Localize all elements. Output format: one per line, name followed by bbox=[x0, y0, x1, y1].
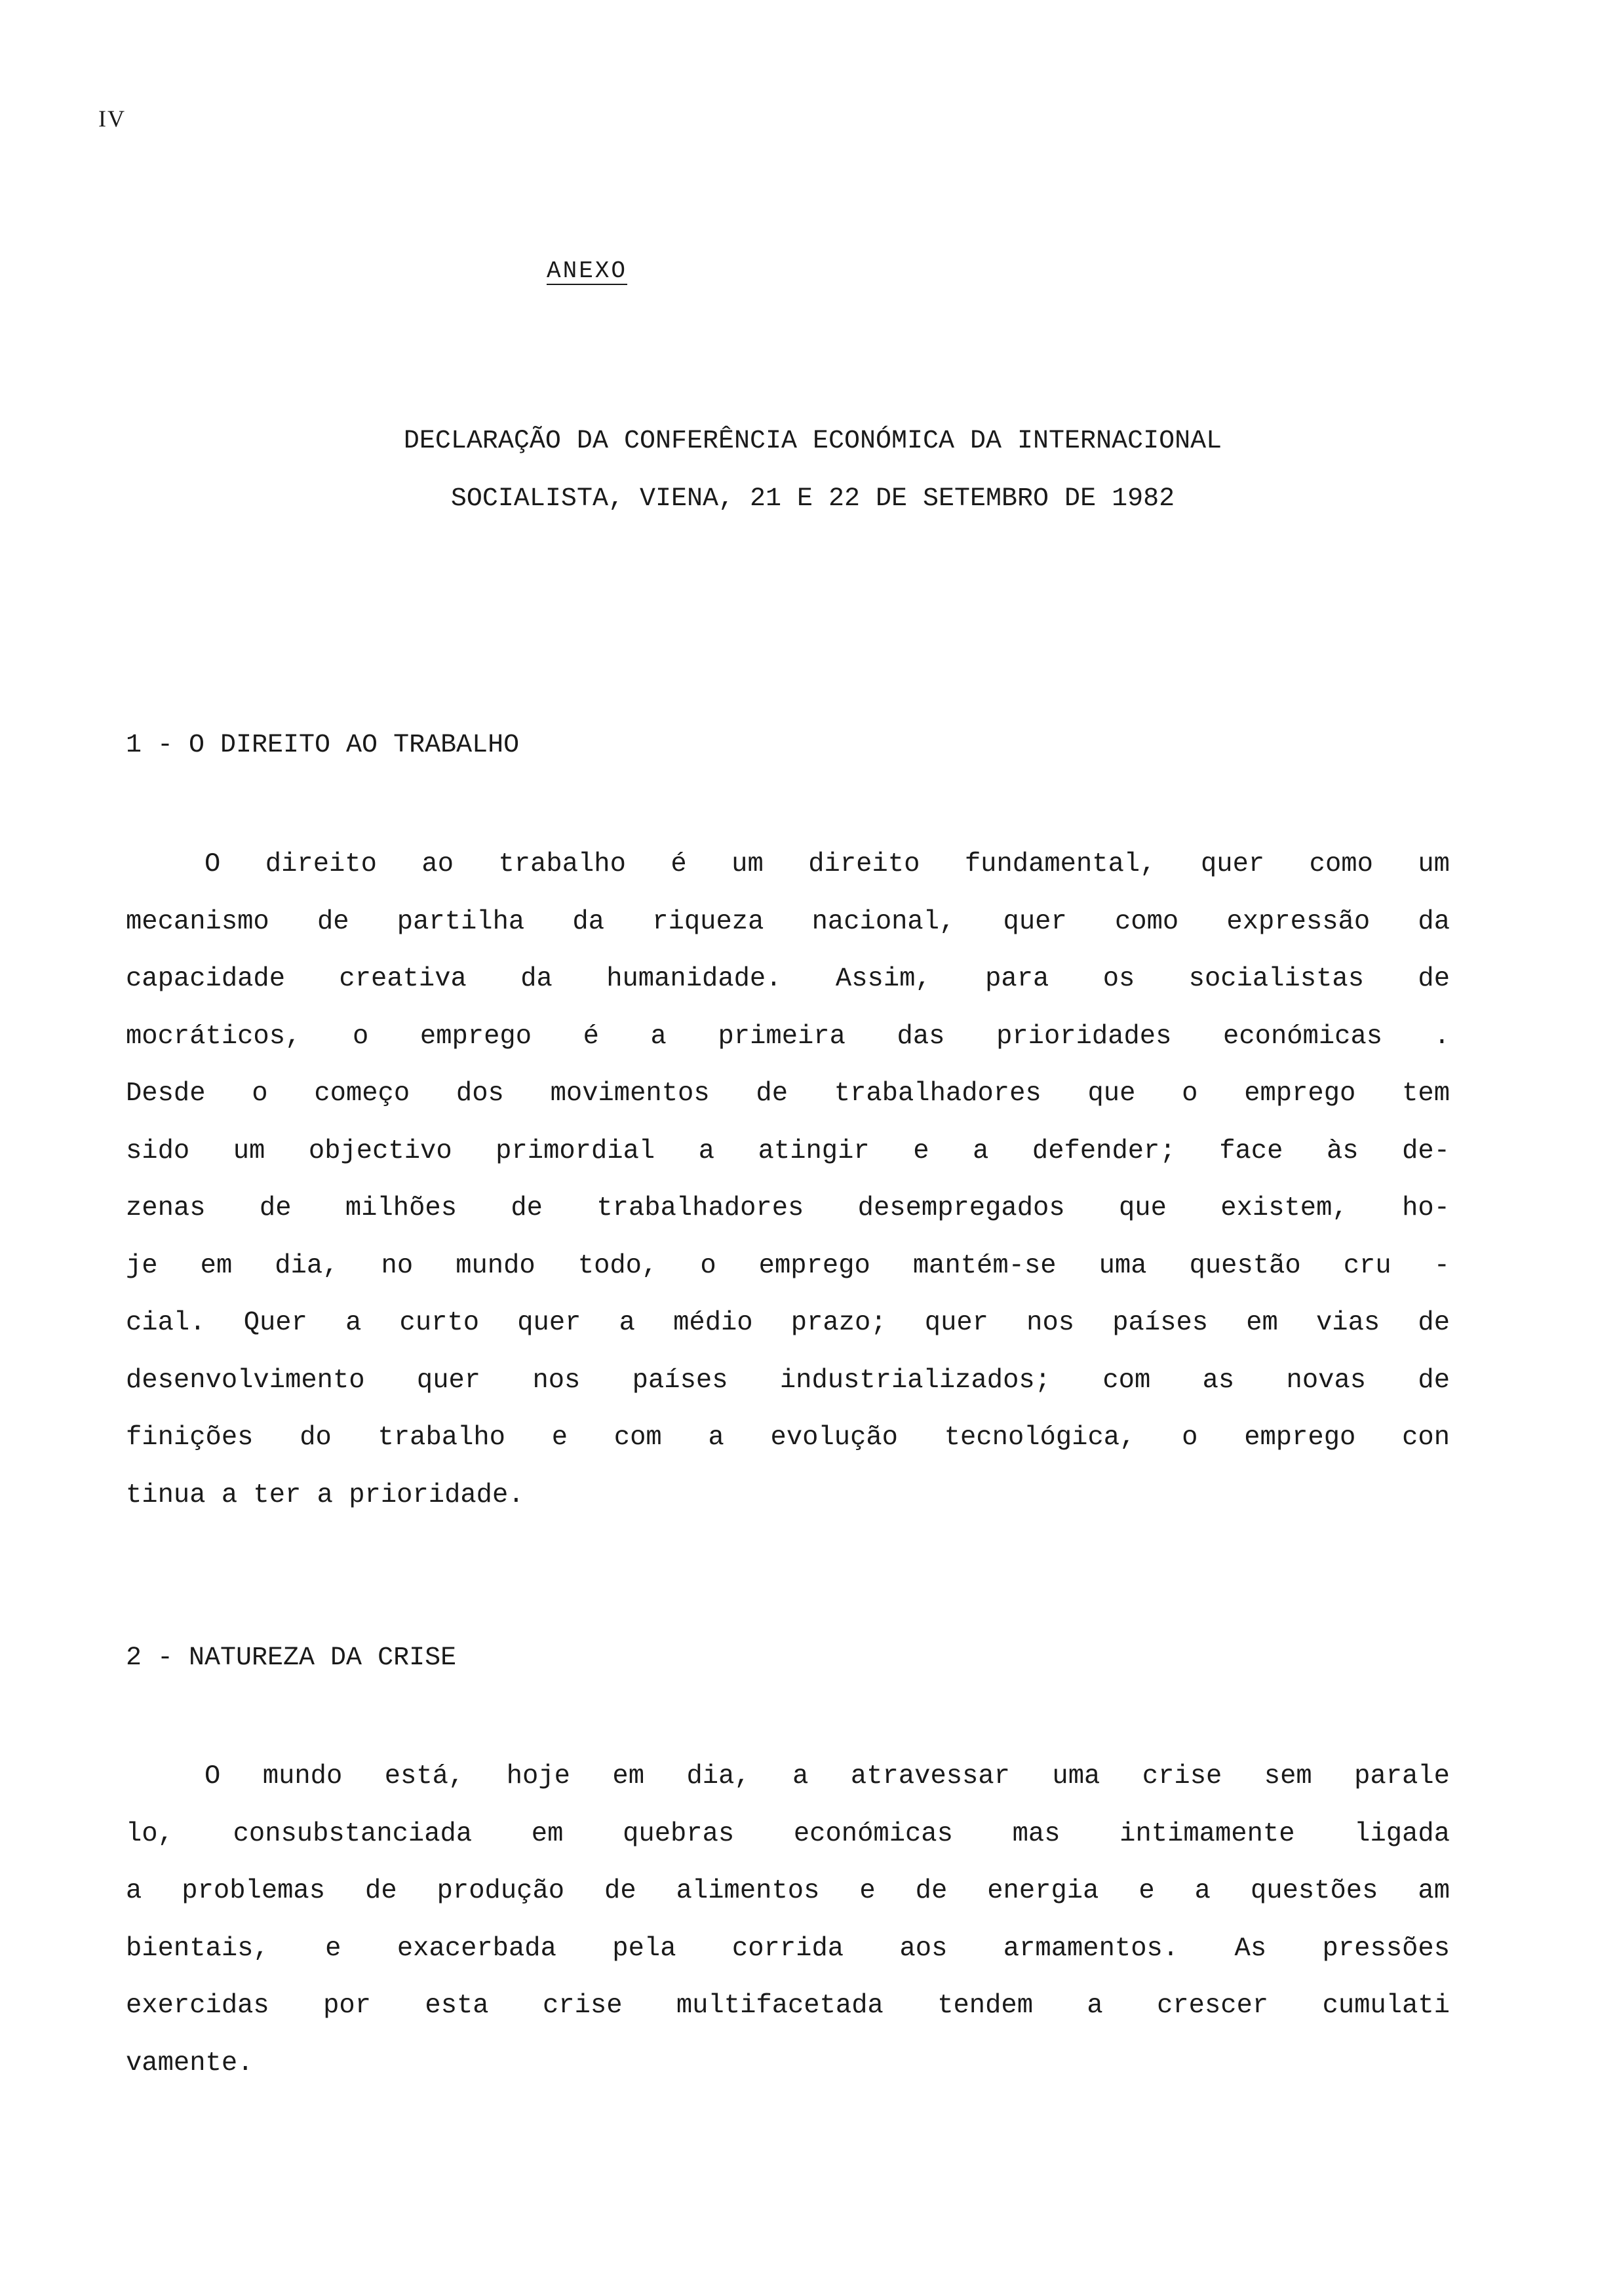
paragraph-line: mocráticos, o emprego é a primeira das prioridades económicas . bbox=[126, 1021, 1450, 1052]
declaration-title bbox=[236, 413, 1390, 528]
paragraph-line: desenvolvimento quer nos países industrializados; com as novas de bbox=[126, 1365, 1450, 1396]
page-number: IV bbox=[98, 105, 126, 132]
annex-title: ANEXO bbox=[547, 258, 628, 284]
section-paragraph-nature-of-crisis bbox=[126, 1748, 1450, 2092]
paragraph-line: Desde o começo dos movimentos de trabalhadores que o emprego tem bbox=[126, 1079, 1450, 1109]
declaration-title-line: DECLARAÇÃO DA CONFERÊNCIA ECONÓMICA DA INTERNACIONAL bbox=[403, 427, 1222, 456]
paragraph-line: capacidade creativa da humanidade. Assim, para os socialistas de bbox=[126, 964, 1450, 994]
paragraph-line: bientais, e exacerbada pela corrida aos armamentos. As pressões bbox=[126, 1933, 1450, 1964]
section-heading-nature-of-crisis: 2 - NATUREZA DA CRISE bbox=[126, 1643, 457, 1673]
paragraph-line: exercidas por esta crise multifacetada tendem a crescer cumulati bbox=[126, 1991, 1450, 2021]
paragraph-line: cial. Quer a curto quer a médio prazo; quer nos países em vias de bbox=[126, 1308, 1450, 1338]
section-heading-right-to-work: 1 - O DIREITO AO TRABALHO bbox=[126, 731, 520, 760]
paragraph-line: tinua a ter a prioridade. bbox=[126, 1480, 524, 1510]
paragraph-line: sido um objectivo primordial a atingir e a defender; face às de- bbox=[126, 1136, 1450, 1166]
paragraph-line: vamente. bbox=[126, 2048, 254, 2078]
paragraph-line: lo, consubstanciada em quebras económicas mas intimamente ligada bbox=[126, 1818, 1450, 1849]
paragraph-line: a problemas de produção de alimentos e de energia e a questões am bbox=[126, 1876, 1450, 1906]
section-paragraph-right-to-work bbox=[126, 836, 1450, 1524]
paragraph-line: zenas de milhões de trabalhadores desempregados que existem, ho- bbox=[126, 1193, 1450, 1223]
paragraph-line: O direito ao trabalho é um direito fundamental, quer como um bbox=[204, 849, 1450, 879]
paragraph-line: O mundo está, hoje em dia, a atravessar uma crise sem parale bbox=[204, 1761, 1450, 1791]
paragraph-line: je em dia, no mundo todo, o emprego mantém-se uma questão cru - bbox=[126, 1250, 1450, 1281]
paragraph-line: finições do trabalho e com a evolução tecnológica, o emprego con bbox=[126, 1423, 1450, 1453]
declaration-title-line: SOCIALISTA, VIENA, 21 E 22 DE SETEMBRO DE 1982 bbox=[450, 484, 1175, 514]
paragraph-line: mecanismo de partilha da riqueza nacional, quer como expressão da bbox=[126, 906, 1450, 937]
